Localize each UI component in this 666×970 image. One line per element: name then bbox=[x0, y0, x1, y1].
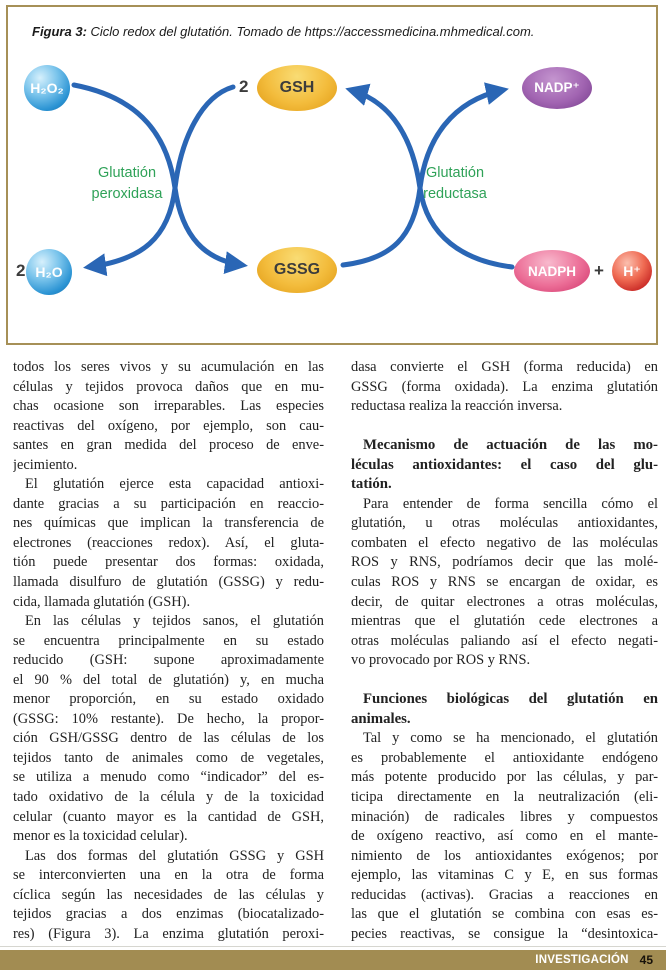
text-line: todos los seres vivos y su acumulación en las bbox=[13, 359, 324, 375]
text-line: Las dos formas del glutatión GSSG y GSH bbox=[25, 847, 324, 864]
line-spacer bbox=[351, 417, 658, 437]
footer-bar bbox=[0, 950, 666, 970]
text-line: glutatión, u otras moléculas antioxidantes, bbox=[351, 515, 658, 532]
glutathione-peroxidase-label bbox=[57, 163, 197, 205]
text-line: santes en gran medida del proceso de enve- bbox=[13, 437, 324, 454]
text-line: cíclica según las necesidades de las células y bbox=[13, 886, 324, 903]
heading-line: Mecanismo de actuación de las mo- bbox=[363, 437, 658, 454]
text-line: res) (Figura 3). La enzima glutatión peroxi- bbox=[13, 925, 324, 942]
text-line: ticipa directamente en la neutralización (eli- bbox=[351, 789, 658, 806]
text-line: menor es la toxicidad celular). bbox=[13, 828, 188, 845]
footer-section-label: INVESTIGACIÓN bbox=[535, 954, 629, 966]
nadp-molecule bbox=[522, 67, 592, 109]
text-line: chas ocasione son irreparables. Las especies bbox=[13, 398, 324, 415]
text-line: las que el glutatión se combina con esas es- bbox=[351, 906, 658, 923]
heading-line: Funciones biológicas del glutatión en bbox=[363, 691, 658, 708]
text-line: tado oxidativo de la célula y de la toxicidad bbox=[13, 789, 324, 806]
text-line: se encuentra principalmente en su estado bbox=[13, 632, 324, 649]
text-line: pecies reactivas, se consigue la “desintoxica- bbox=[351, 925, 658, 942]
text-line: células y tejidos provoca daños que en mu- bbox=[13, 378, 324, 395]
nadph-label: NADPH bbox=[527, 263, 576, 279]
gsh-coefficient: 2 bbox=[239, 77, 249, 96]
article-column-right bbox=[351, 358, 658, 944]
text-line: tión puede presentar dos formas: oxidada, bbox=[13, 554, 324, 571]
h2o-label: H₂O bbox=[35, 264, 63, 280]
hplus-label: H⁺ bbox=[623, 262, 641, 279]
text-line: minación) de radicales libres y compuestos bbox=[351, 808, 658, 825]
text-line: más potente producido por las células, y par- bbox=[351, 769, 658, 786]
h2o-coefficient: 2 bbox=[16, 261, 26, 280]
gsh-label: GSH bbox=[279, 79, 315, 96]
text-line: celular (cuanto mayor es la cantidad de GSH, bbox=[13, 808, 324, 825]
heading-line: léculas antioxidantes: el caso del glu- bbox=[351, 456, 658, 473]
text-line: el 90 % del total de glutatión) y, en mucha bbox=[13, 671, 324, 688]
text-line: nes químicas que implican la transferencia de bbox=[13, 515, 324, 532]
text-line: vo provocado por ROS y RNS. bbox=[351, 652, 531, 669]
hplus-molecule bbox=[612, 251, 652, 291]
figure-caption bbox=[32, 24, 632, 41]
text-line: se interconvierten una en la otra de forma bbox=[13, 867, 324, 884]
reductase-line2: reductasa bbox=[423, 186, 487, 203]
h2o2-label: H₂O₂ bbox=[30, 80, 64, 96]
peroxidase-line2: peroxidasa bbox=[91, 186, 163, 203]
gsh-molecule bbox=[257, 65, 337, 111]
text-line: ROS y RNS, podríamos decir que las molé- bbox=[351, 554, 658, 571]
h2o-molecule bbox=[26, 249, 72, 295]
text-line: llamada disulfuro de glutatión (GSSG) y redu- bbox=[13, 574, 324, 591]
footer-page-number: 45 bbox=[639, 953, 653, 967]
footer-divider bbox=[0, 946, 666, 947]
text-line: reductasa realiza la reacción inversa. bbox=[351, 398, 563, 415]
reductase-line1: Glutatión bbox=[425, 165, 485, 181]
plus-sign: + bbox=[594, 261, 604, 280]
text-line: otras moléculas paliando así el efecto negati- bbox=[351, 632, 658, 649]
text-line: decir, de quitar electrones a otras moléculas, bbox=[351, 593, 658, 610]
gssg-molecule bbox=[257, 247, 337, 293]
text-line: dante gracias a su participación en reaccio- bbox=[13, 495, 324, 512]
text-line: ejemplo, las vitaminas C y E, en sus formas bbox=[351, 867, 658, 884]
text-line: reducido (GSH: supone aproximadamente bbox=[13, 652, 324, 669]
text-line: de oxígeno reactivo, así como en el mante- bbox=[351, 828, 658, 845]
heading-line: tatión. bbox=[351, 476, 392, 493]
text-line: jecimiento. bbox=[13, 456, 78, 473]
text-line: nimiento de los antioxidantes exógenos; por bbox=[351, 847, 658, 864]
text-line: culas ROS y RNS se encargan de oxidar, es bbox=[351, 574, 658, 591]
text-line: cida, llamada glutatión (GSH). bbox=[13, 593, 191, 610]
nadp-label: NADP⁺ bbox=[534, 80, 580, 95]
nadph-molecule bbox=[514, 250, 590, 292]
article-column-left bbox=[13, 358, 324, 944]
text-line: reducidas (activas). Gracias a reacciones en bbox=[351, 886, 658, 903]
text-line: Para entender de forma sencilla cómo el bbox=[363, 495, 658, 512]
text-line: menor proporción, en su estado oxidado bbox=[13, 691, 324, 708]
text-line: GSSG (forma oxidada). La enzima glutatión bbox=[351, 378, 658, 395]
text-line: En las células y tejidos sanos, el glutatión bbox=[25, 613, 324, 630]
h2o2-molecule bbox=[24, 65, 70, 111]
text-line: El glutatión ejerce esta capacidad antioxi- bbox=[25, 476, 324, 493]
text-line: se utiliza a menudo como “indicador” del es- bbox=[13, 769, 324, 786]
glutathione-reductase-label bbox=[385, 163, 525, 205]
text-line: combaten el efecto negativo de las moléculas bbox=[351, 534, 658, 551]
text-line: tejidos tanto de animales como de vegetales, bbox=[13, 749, 324, 766]
text-line: dasa convierte el GSH (forma reducida) en bbox=[351, 359, 658, 375]
figure-caption-text: Ciclo redox del glutatión. Tomado de https://accessmedicina.mhmedical.com. bbox=[86, 24, 535, 39]
text-line: ción GSH/GSSG dentro de las células de los bbox=[13, 730, 324, 747]
heading-line: animales. bbox=[351, 710, 411, 727]
text-line: electrones (reacciones redox). Así, el gluta- bbox=[13, 534, 324, 551]
text-line: tejidos gracias a dos enzimas (biocatalizado- bbox=[13, 906, 324, 923]
text-line: Tal y como se ha mencionado, el glutatión bbox=[363, 730, 658, 747]
text-line: reactivas del oxígeno, por ejemplo, son cau- bbox=[13, 417, 324, 434]
peroxidase-line1: Glutatión bbox=[97, 165, 157, 181]
text-line: mientras que el glutatión cede electrones a bbox=[351, 613, 658, 630]
text-line: es probablemente el antioxidante endógeno bbox=[351, 749, 658, 766]
figure-caption-label: Figura 3: bbox=[32, 24, 87, 39]
line-spacer bbox=[351, 671, 658, 691]
text-line: (GSSG: 10% restante). De hecho, la propor- bbox=[13, 710, 324, 727]
gssg-label: GSSG bbox=[273, 261, 321, 278]
